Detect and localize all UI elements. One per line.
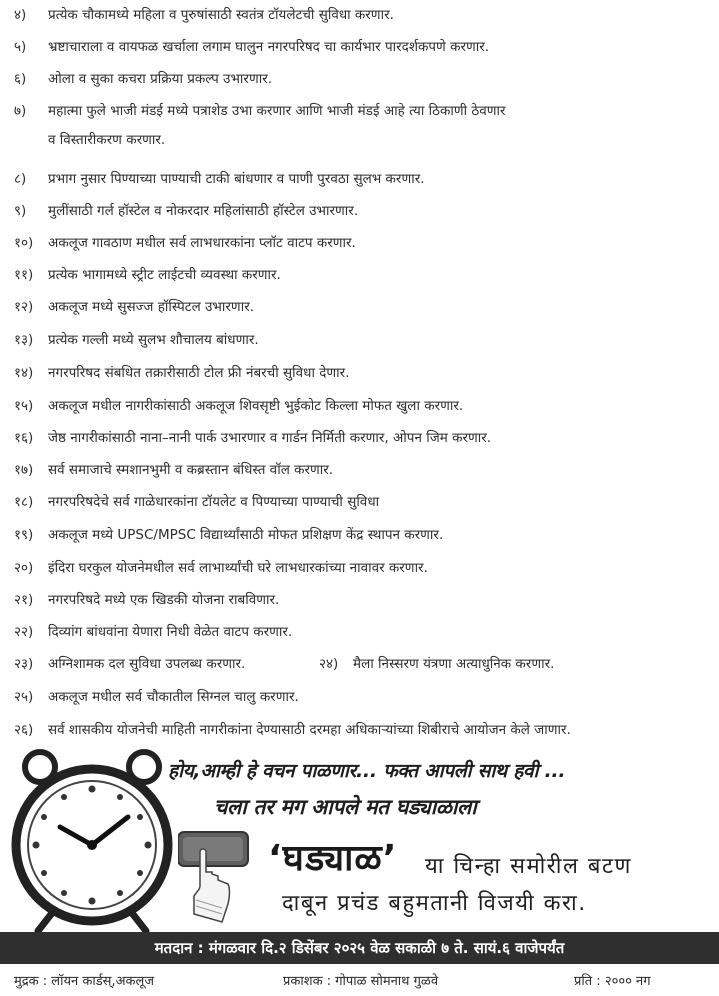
promise-item: १२) अकलूज मध्ये सुसज्ज हॉस्पिटल उभारणार.: [14, 299, 255, 315]
slogan-vote-clock: चला तर मग आपले मत घड्याळाला: [214, 795, 477, 819]
promise-item: १९) अकलूज मध्ये UPSC/MPSC विद्यार्थ्यांसाठी मोफत प्रशिक्षण केंद्र स्थापन करणार.: [14, 527, 444, 543]
appeal-line-2: दाबून प्रचंड बहुमतानी विजयी करा.: [282, 891, 587, 916]
copies-count: प्रति : २००० नग: [574, 974, 651, 989]
promise-item: १८) नगरपरिषदेचे सर्व गाळेधारकांना टॉयलेट व पिण्याच्या पाण्याची सुविधा: [14, 494, 380, 510]
promise-item: १७) सर्व समाजाचे स्मशानभुमी व कब्रस्तान बंधिस्त वॉल करणार.: [14, 462, 334, 478]
party-symbol-name: ‘घड्याळ’: [268, 838, 398, 879]
slogan-promise: होय,आम्ही हे वचन पाळणार... फक्त आपली साथ हवी ...: [168, 760, 566, 782]
promise-item: ११) प्रत्येक भागामध्ये स्ट्रीट लाईटची व्यवस्था करणार.: [14, 267, 281, 283]
promise-item: ७) महात्मा फुले भाजी मंडई मध्ये पत्राशेड उभा करणार आणि भाजी मंडई आहे त्या ठिकाणी ठेवणार व विस्तारीकरण करणार.: [14, 103, 506, 148]
promise-item-second: २४) मैला निस्सरण यंत्रणा अत्याधुनिक करणार.: [319, 656, 555, 672]
evm-button-icon: [178, 824, 250, 924]
promise-item: ८) प्रभाग नुसार पिण्याच्या पाण्याची टाकी बांधणार व पाणी पुरवठा सुलभ करणार.: [14, 171, 425, 187]
promise-item: २१) नगरपरिषदे मध्ये एक खिडकी योजना राबविणार.: [14, 592, 280, 608]
promise-item: ४) प्रत्येक चौकामध्ये महिला व पुरुषांसाठी स्वतंत्र टॉयलेटची सुविधा करणार.: [14, 7, 394, 23]
promise-item: १४) नगरपरिषद संबधित तक्रारीसाठी टोल फ्री नंबरची सुविधा देणार.: [14, 365, 350, 381]
promise-item: ९) मुलींसाठी गर्ल हॉस्टेल व नोकरदार महिलांसाठी हॉस्टेल उभारणार.: [14, 203, 359, 219]
promise-item: २३) अग्निशामक दल सुविधा उपलब्ध करणार. २४) मैला निस्सरण यंत्रणा अत्याधुनिक करणार.: [14, 656, 555, 672]
promise-item: २६) सर्व शासकीय योजनेची माहिती नागरीकांना देण्यासाठी दरमहा अधिकाऱ्यांच्या शिबीराचे आयोजन केले जाणार.: [14, 722, 571, 738]
promise-item: ५) भ्रष्टाचाराला व वायफळ खर्चाला लगाम घालुन नगरपरिषद चा कार्यभार पारदर्शकपणे करणार.: [14, 39, 490, 55]
promise-item: १०) अकलूज गावठाण मधील सर्व लाभधारकांना प्लॉट वाटप करणार.: [14, 235, 356, 251]
promise-item: २२) दिव्यांग बांधवांना येणारा निधी वेळेत वाटप करणार.: [14, 624, 293, 640]
print-credits: [0, 971, 719, 993]
promise-item: १६) जेष्ठ नागरीकांसाठी नाना–नानी पार्क उभारणार व गार्डन निर्मिती करणार, ओपन जिम करणार.: [14, 430, 492, 446]
appeal-line-1: या चिन्हा समोरील बटण: [425, 854, 632, 879]
publisher-credit: प्रकाशक : गोपाळ सोमनाथ गुळवे: [283, 974, 439, 989]
promise-item: ६) ओला व सुका कचरा प्रक्रिया प्रकल्प उभारणार.: [14, 71, 273, 87]
printer-credit: मुद्रक : लॉयन कार्डस्,अकलूज: [14, 974, 154, 989]
promise-item: १५) अकलूज मधील नागरीकांसाठी अकलूज शिवसृष्टी भुईकोट किल्ला मोफत खुला करणार.: [14, 398, 464, 414]
clock-symbol-icon: [10, 745, 175, 935]
promise-item: २५) अकलूज मधील सर्व चौकातील सिग्नल चालु करणार.: [14, 689, 299, 705]
promise-item: २०) इंदिरा घरकुल योजनेमधील सर्व लाभार्थ्यांची घरे लाभधारकांच्या नावावर करणार.: [14, 560, 428, 576]
promise-item: १३) प्रत्येक गल्ली मध्ये सुलभ शौचालय बांधणार.: [14, 332, 259, 348]
voting-date-bar: मतदान : मंगळवार दि.२ डिसेंबर २०२५ वेळ सकाळी ७ ते. सायं.६ वाजेपर्यंत: [0, 932, 719, 964]
